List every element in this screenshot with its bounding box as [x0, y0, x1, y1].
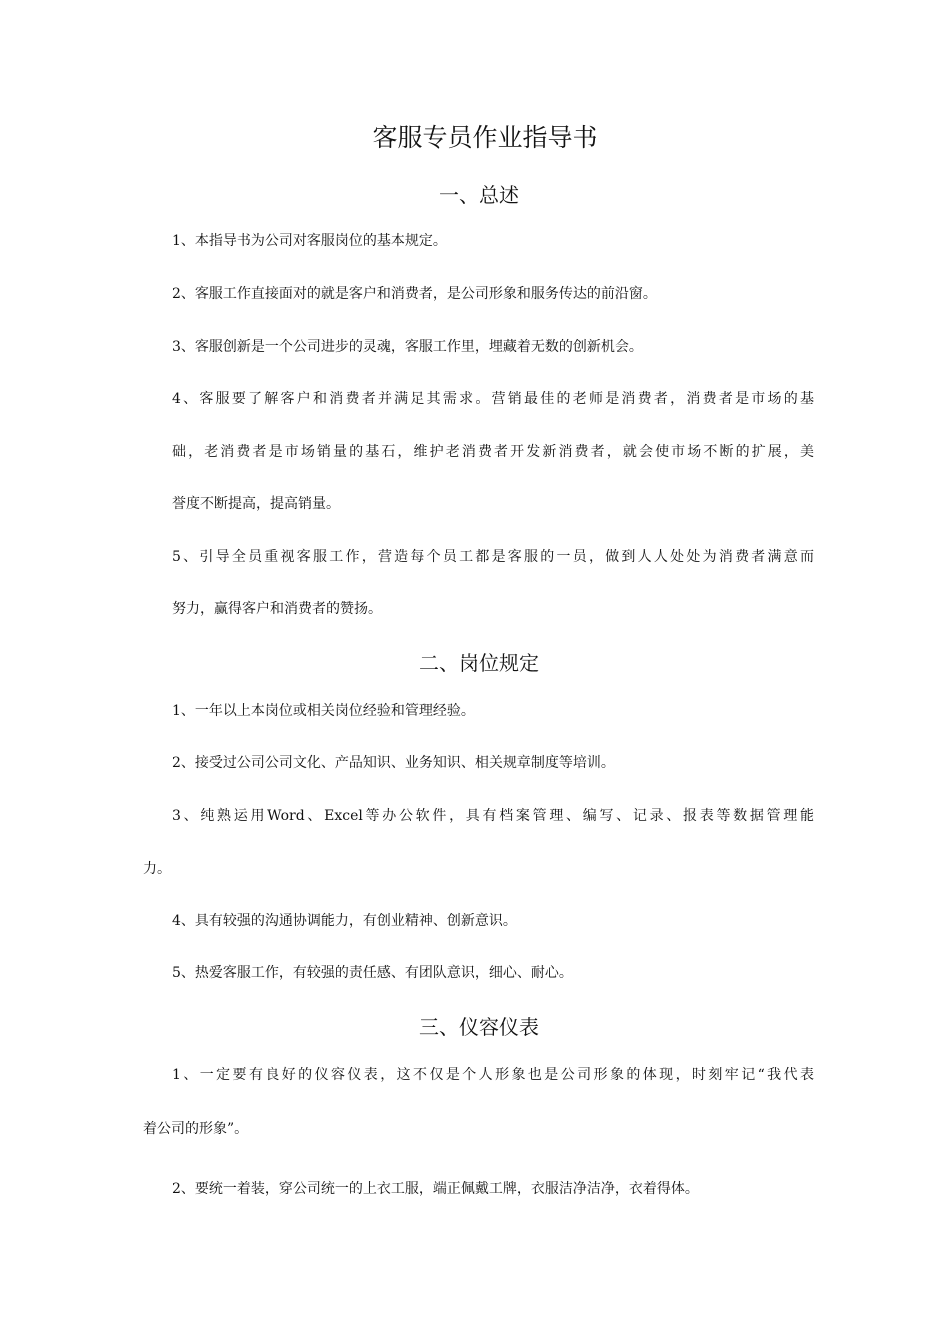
paragraph-line: 5、引导全员重视客服工作，营造每个员工都是客服的一员，做到人人处处为消费者满意而 — [172, 549, 814, 565]
paragraph-line: 2、客服工作直接面对的就是客户和消费者，是公司形象和服务传达的前沿窗。 — [172, 286, 657, 302]
paragraph-line: 力。 — [143, 861, 171, 877]
paragraph-line: 1、一定要有良好的仪容仪表，这不仅是个人形象也是公司形象的体现，时刻牢记“我代表 — [172, 1067, 814, 1083]
paragraph-line: 誉度不断提高，提高销量。 — [172, 496, 340, 512]
section-heading-appearance: 三、仪容仪表 — [419, 1015, 539, 1039]
paragraph-line: 3、客服创新是一个公司进步的灵魂，客服工作里，埋藏着无数的创新机会。 — [172, 339, 643, 355]
paragraph-line: 础，老消费者是市场销量的基石，维护老消费者开发新消费者，就会使市场不断的扩展，美 — [172, 444, 814, 460]
paragraph-line: 3、纯熟运用Word、Excel等办公软件，具有档案管理、编写、记录、报表等数据管理能 — [172, 808, 814, 824]
section-heading-overview: 一、总述 — [439, 183, 519, 207]
paragraph-line: 1、一年以上本岗位或相关岗位经验和管理经验。 — [172, 703, 475, 719]
paragraph-line: 2、接受过公司公司文化、产品知识、业务知识、相关规章制度等培训。 — [172, 755, 615, 771]
paragraph-line: 5、热爱客服工作，有较强的责任感、有团队意识，细心、耐心。 — [172, 965, 573, 981]
document-title: 客服专员作业指导书 — [372, 123, 598, 152]
paragraph-line: 4、具有较强的沟通协调能力，有创业精神、创新意识。 — [172, 913, 517, 929]
paragraph-line: 4、客服要了解客户和消费者并满足其需求。营销最佳的老师是消费者，消费者是市场的基 — [172, 391, 814, 407]
paragraph-line: 努力，赢得客户和消费者的赞扬。 — [172, 601, 382, 617]
section-heading-job-requirements: 二、岗位规定 — [419, 651, 539, 675]
paragraph-line: 2、要统一着装，穿公司统一的上衣工服，端正佩戴工牌，衣服洁净洁净，衣着得体。 — [172, 1181, 699, 1197]
paragraph-line: 着公司的形象”。 — [143, 1121, 249, 1137]
paragraph-line: 1、本指导书为公司对客服岗位的基本规定。 — [172, 233, 447, 249]
